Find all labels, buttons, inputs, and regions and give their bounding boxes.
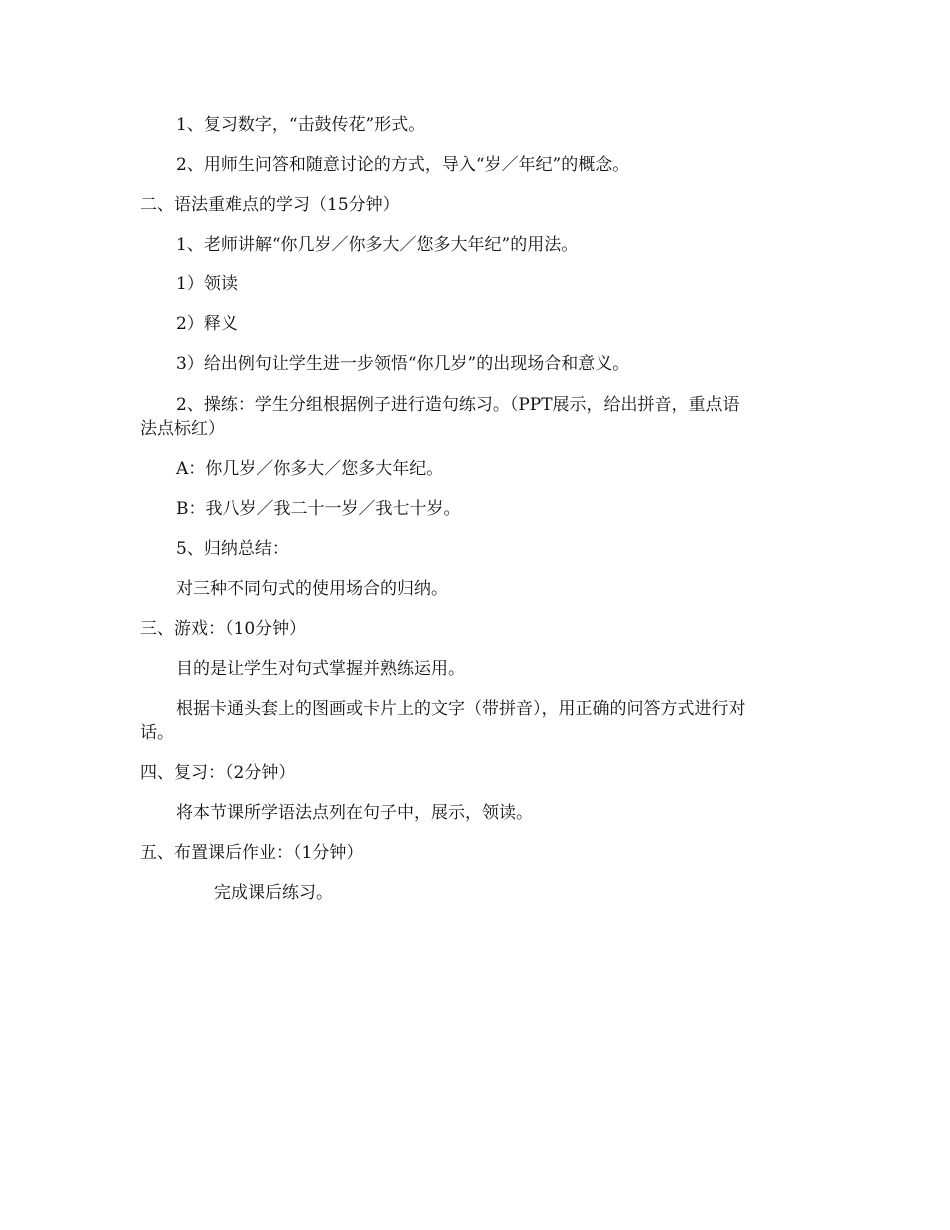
review-content: 将本节课所学语法点列在句子中，展示，领读。 — [176, 803, 533, 823]
dialogue-line-b: B：我八岁／我二十一岁／我七十岁。 — [176, 499, 461, 519]
game-purpose: 目的是让学生对句式掌握并熟练运用。 — [176, 659, 465, 679]
practice-item-line1: 2、操练：学生分组根据例子进行造句练习。（PPT展示，给出拼音，重点语 — [176, 395, 740, 415]
lead-reading-item: 1）领读 — [176, 274, 238, 294]
section-heading-review: 四、复习：（2分钟） — [140, 763, 296, 783]
summary-item: 5、归纳总结： — [176, 539, 289, 559]
game-description-line2: 话。 — [140, 723, 174, 743]
summary-content: 对三种不同句式的使用场合的归纳。 — [176, 579, 448, 599]
review-numbers-item: 1、复习数字，“击鼓传花”形式。 — [176, 115, 426, 135]
teacher-explains-item: 1、老师讲解“你几岁／你多大／您多大年纪”的用法。 — [176, 235, 579, 255]
practice-item-line2: 法点标红） — [140, 419, 225, 439]
game-description-line1: 根据卡通头套上的图画或卡片上的文字（带拼音），用正确的问答方式进行对 — [176, 699, 746, 719]
section-heading-grammar: 二、语法重难点的学习（15分钟） — [140, 195, 400, 215]
dialogue-line-a: A：你几岁／你多大／您多大年纪。 — [176, 459, 444, 479]
section-heading-game: 三、游戏：（10分钟） — [140, 619, 307, 639]
homework-content: 完成课后练习。 — [214, 883, 333, 903]
section-heading-homework: 五、布置课后作业：（1分钟） — [140, 843, 364, 863]
example-sentences-item: 3）给出例句让学生进一步领悟“你几岁”的出现场合和意义。 — [176, 354, 630, 374]
introduce-age-concept-item: 2、用师生问答和随意讨论的方式，导入“岁／年纪”的概念。 — [176, 155, 630, 175]
explanation-item: 2）释义 — [176, 314, 238, 334]
